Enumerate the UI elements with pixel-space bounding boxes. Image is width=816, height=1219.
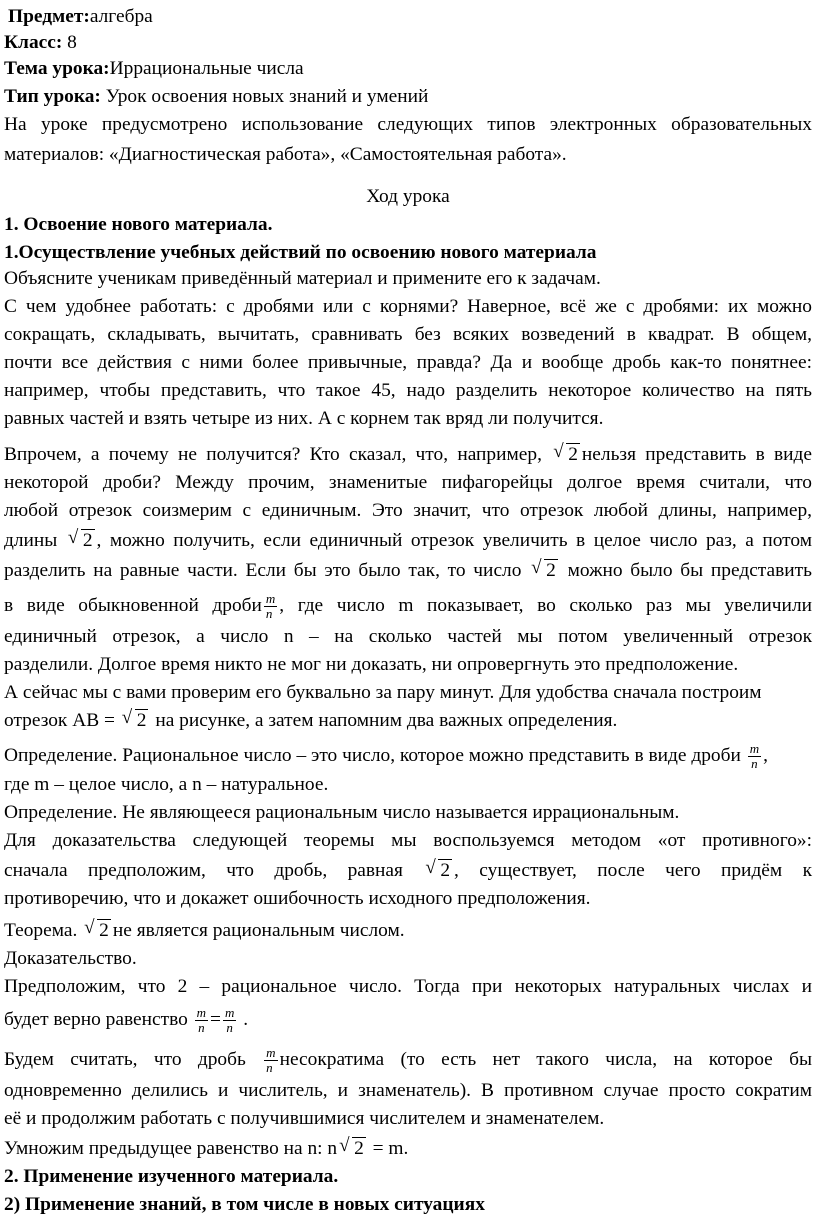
text-line: С чем удобнее работать: с дробями или с корнями? Наверное, всё же с дробями: их можно [4,296,812,317]
intro-line: материалов: «Диагностическая работа», «Самостоятельная работа». [4,144,567,165]
text-line: Впрочем, а почему не получится? Кто сказал, что, например, √ 2 нельзя представить в виде [4,442,812,468]
intro-line: На уроке предусмотрено использование следующих типов электронных образовательных [4,114,812,135]
fraction-m-n: $\frac{m}{n}$ [224,1005,235,1035]
fraction-m-n: $\frac{m}{n}$ [265,591,276,621]
text-line: например, чтобы представить, что такое 45, надо разделить некоторое количество на пять [4,380,812,401]
definition-line: Определение. Не являющееся рациональным число называется иррациональным. [4,802,680,823]
topic-line: Тема урока:Иррациональные числа [4,58,304,79]
subject-line: Предмет:алгебра [8,6,153,27]
text-line: равных частей и взять четыре из них. А с корнем так вряд ли получится. [4,408,604,429]
text-line: будет верно равенство $\frac{m}{n}$ = $\frac{m}{n}$ . [4,1005,249,1035]
text-line: Умножим предыдущее равенство на n: n √ 2 = m. [4,1136,812,1162]
text-line: её и продолжим работать с получившимися числителем и знаменателем. [4,1108,605,1129]
sqrt-two: √ 2 [121,707,147,731]
section-heading: 2. Применение изученного материала. [4,1166,339,1187]
sqrt-two: √ 2 [339,1135,364,1159]
text-line: некоторой дроби? Между прочим, знаменитые пифагорейцы долгое время считали, что [4,472,812,493]
text-line: одновременно делились и числитель, и знаменатель). В противном случае просто сократим [4,1080,812,1101]
sqrt-two: √ 2 [553,441,578,465]
sqrt-two: √ 2 [67,527,93,551]
lesson-type-line: Тип урока: Урок освоения новых знаний и умений [4,86,429,107]
text-line: любой отрезок соизмерим с единичным. Это значит, что отрезок любой длины, например, [4,500,812,521]
text-line: сначала предположим, что дробь, равная √ 2 , существует, после чего придём к [4,858,812,884]
fraction-m-n: $\frac{m}{n}$ [266,1045,276,1075]
text-line: почти все действия с ними более привычные, правда? Да и вообще дробь как-то понятнее: [4,352,812,373]
text-line: Предположим, что 2 – рациональное число. Тогда при некоторых натуральных числах и [4,976,812,997]
text-line: единичный отрезок, а число n – на сколько частей мы потом увеличенный отрезок [4,626,812,647]
proof-label: Доказательство. [4,948,137,969]
instruction-line: Объясните ученикам приведённый материал и примените его к задачам. [4,268,601,289]
text-line: сокращать, складывать, вычитать, сравнивать без всяких возведений в квадрат. В общем, [4,324,812,345]
section-heading: 1. Освоение нового материала. [4,214,273,235]
text-line: противоречию, что и докажет ошибочность исходного предположения. [4,888,591,909]
fraction-m-n: $\frac{m}{n}$ [749,741,760,771]
sqrt-two: √ 2 [84,917,109,941]
fraction-m-n: $\frac{m}{n}$ [196,1005,207,1035]
class-line: Класс: 8 [4,32,77,53]
definition-line: Определение. Рациональное число – это число, которое можно представить в виде дроби $\frac{m}{n}$ , [4,741,768,771]
theorem-line: Теорема. √ 2 не является рациональным числом. [4,918,812,944]
sqrt-two: √ 2 [531,557,556,581]
text-line: отрезок AB = √ 2 на рисунке, а затем напомним два важных определения. [4,708,812,734]
text-line: Для доказательства следующей теоремы мы воспользуемся методом «от противного»: [4,830,812,851]
text-line: разделили. Долгое время никто не мог ни доказать, ни опровергнуть это предположение. [4,654,739,675]
section-subheading: 1.Осуществление учебных действий по освоению нового материала [4,242,597,263]
section-subheading: 2) Применение знаний, в том числе в новых ситуациях [4,1194,485,1215]
sqrt-two: √ 2 [425,857,451,881]
text-line: длины √ 2 , можно получить, если единичный отрезок увеличить в целое число раз, а потом [4,528,812,554]
text-line: Будем считать, что дробь $\frac{m}{n}$ несократима (то есть нет такого числа, на которое бы [4,1045,813,1075]
definition-line: где m – целое число, а n – натуральное. [4,774,329,795]
text-line: А сейчас мы с вами проверим его буквально за пару минут. Для удобства сначала построим [4,682,762,703]
course-title: Ход урока [366,186,450,207]
text-line: разделить на равные части. Если бы это было так, то число √ 2 можно было бы представить [4,558,812,584]
text-line: в виде обыкновенной дроби $\frac{m}{n}$ , где число m показывает, во сколько раз мы увеличили [4,591,812,621]
